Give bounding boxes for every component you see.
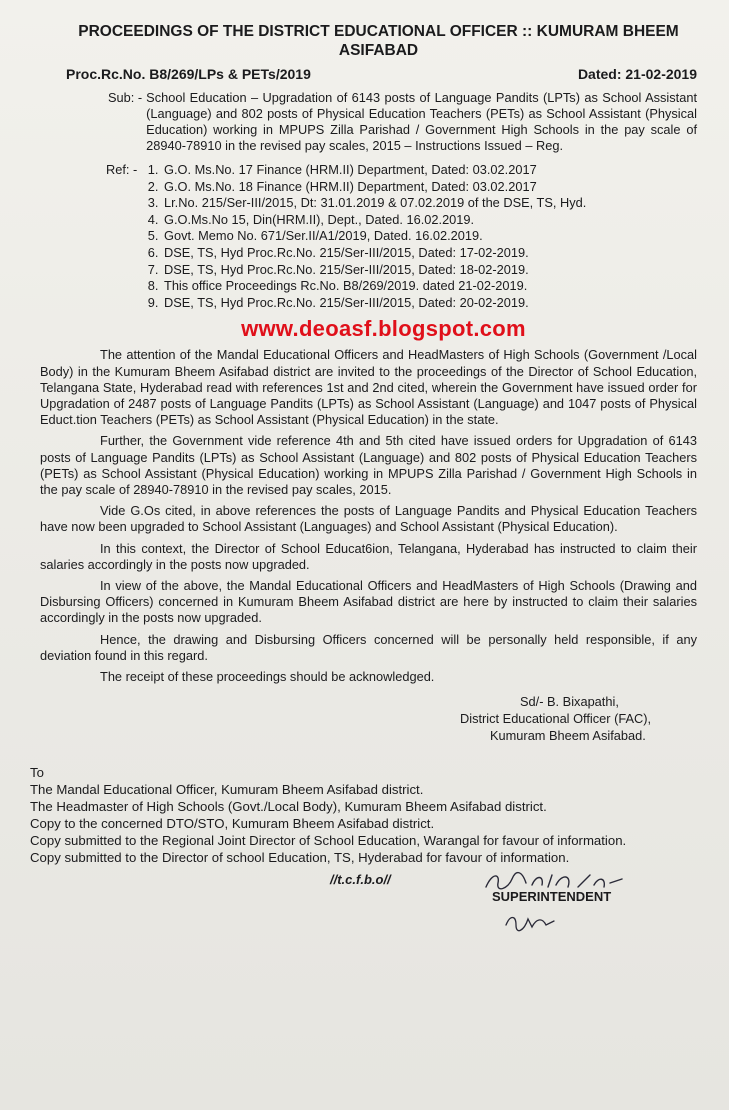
signatory-place: Kumuram Bheem Asifabad. [490,728,646,744]
proc-number: Proc.Rc.No. B8/269/LPs & PETs/2019 [66,66,311,82]
to-label: To [30,765,44,781]
body-paragraph: The receipt of these proceedings should be acknowledged. [100,669,435,684]
reference-item: 7. DSE, TS, Hyd Proc.Rc.No. 215/Ser-III/2015, Dated: 18-02-2019. [162,262,586,279]
recipient-line: The Mandal Educational Officer, Kumuram Bheem Asifabad district. [30,782,424,798]
proc-date: Dated: 21-02-2019 [577,66,697,82]
signature-block [460,693,697,744]
reference-item: 2. G.O. Ms.No. 18 Finance (HRM.II) Department, Dated: 03.02.2017 [162,179,586,196]
signatory-name: Sd/- B. Bixapathi, [520,694,619,710]
handwritten-signature-icon [482,869,632,895]
blog-watermark: www.deoasf.blogspot.com [241,316,526,342]
reference-item: 6. DSE, TS, Hyd Proc.Rc.No. 215/Ser-III/2015, Dated: 17-02-2019. [162,245,586,262]
recipient-line: Copy to the concerned DTO/STO, Kumuram Bheem Asifabad district. [30,816,435,832]
proceedings-body [40,347,697,685]
body-paragraph: Hence, the drawing and Disbursing Officers concerned will be personally held responsible, if any deviation found in this regard. [40,631,697,663]
body-paragraph: In view of the above, the Mandal Educational Officers and HeadMasters of High Schools (Drawing and Disbursing Officers) concerned in Kumuram Bheem Asifabad district are here by instructed to claim their salaries accordingly in the posts now upgraded. [40,577,697,626]
reference-item: 9. DSE, TS, Hyd Proc.Rc.No. 215/Ser-III/2015, Dated: 20-02-2019. [162,295,586,312]
references-list [146,162,586,311]
reference-item: 8. This office Proceedings Rc.No. B8/269/2019. dated 21-02-2019. [162,278,586,295]
references-block [106,162,697,311]
recipient-line: Copy submitted to the Director of school Education, TS, Hyderabad for favour of information. [30,850,570,866]
reference-item: 4. G.O.Ms.No 15, Din(HRM.II), Dept., Dated. 16.02.2019. [162,212,586,229]
body-paragraph: Further, the Government vide reference 4th and 5th cited have issued orders for Upgradation of 6143 posts of Language Pandits (LPTs) as School Assistant (Language) and 802 posts of Physical Education Teachers (PETs) as School Assistant (Physical Education) working in MPUPS Zilla Parishad / Government High Schools in the pay scale of 28940-78910 in the revised pay scales, 2015. [40,433,697,497]
references-label: Ref: - [106,162,138,177]
subject-block [108,90,697,154]
body-paragraph: Vide G.Os cited, in above references the posts of Language Pandits and Physical Education Teachers have now been upgraded to School Assistant (Languages) and School Assistant (Physical Education). [40,503,697,535]
true-copy-mark: //t.c.f.b.o// [330,872,391,888]
proc-number-line [66,66,697,82]
recipient-line: Copy submitted to the Regional Joint Director of School Education, Warangal for favour of information. [30,833,627,849]
superintendent-block [492,889,697,904]
initials-signature-icon [502,911,562,935]
body-paragraph: In this context, the Director of School Educat6ion, Telangana, Hyderabad has instructed to claim their salaries accordingly in the posts now upgraded. [40,540,697,572]
recipient-line: The Headmaster of High Schools (Govt./Local Body), Kumuram Bheem Asifabad district. [30,799,547,815]
subject-text: School Education – Upgradation of 6143 posts of Language Pandits (LPTs) as School Assistant (Language) and 802 posts of Physical Education Teachers (PETs) as School Assistant (Physical Education) working in MPUPS Zilla Parishad / Government High Schools in the pay scale of 28940-78910 in the revised pay scales, 2015 – Instructions Issued – Reg. [146,90,697,153]
subject-label: Sub: - [108,90,143,105]
document-title: PROCEEDINGS OF THE DISTRICT EDUCATIONAL OFFICER :: KUMURAM BHEEM ASIFABAD [78,23,679,59]
body-paragraph: The attention of the Mandal Educational Officers and HeadMasters of High Schools (Government /Local Body) in the Kumuram Bheem Asifabad district are invited to the proceedings of the Director of School Education, Telangana State, Hyderabad read with references 1st and 2nd cited, wherein the Government have issued order for Upgradation of 2487 posts of Language Pandits (LPTs) as School Assistant (Language) and 1047 posts of Physical Educt.tion Teachers (PETs) as School Assistant (Physical Education) in the state. [40,347,697,428]
reference-item: 1. G.O. Ms.No. 17 Finance (HRM.II) Department, Dated: 03.02.2017 [162,162,586,179]
signatory-designation: District Educational Officer (FAC), [460,711,652,727]
superintendent-label: SUPERINTENDENT [492,889,612,905]
reference-item: 5. Govt. Memo No. 671/Ser.II/A1/2019, Dated. 16.02.2019. [162,228,586,245]
reference-item: 3. Lr.No. 215/Ser-III/2015, Dt: 31.01.2019 & 07.02.2019 of the DSE, TS, Hyd. [162,195,586,212]
recipients-block [30,764,697,866]
